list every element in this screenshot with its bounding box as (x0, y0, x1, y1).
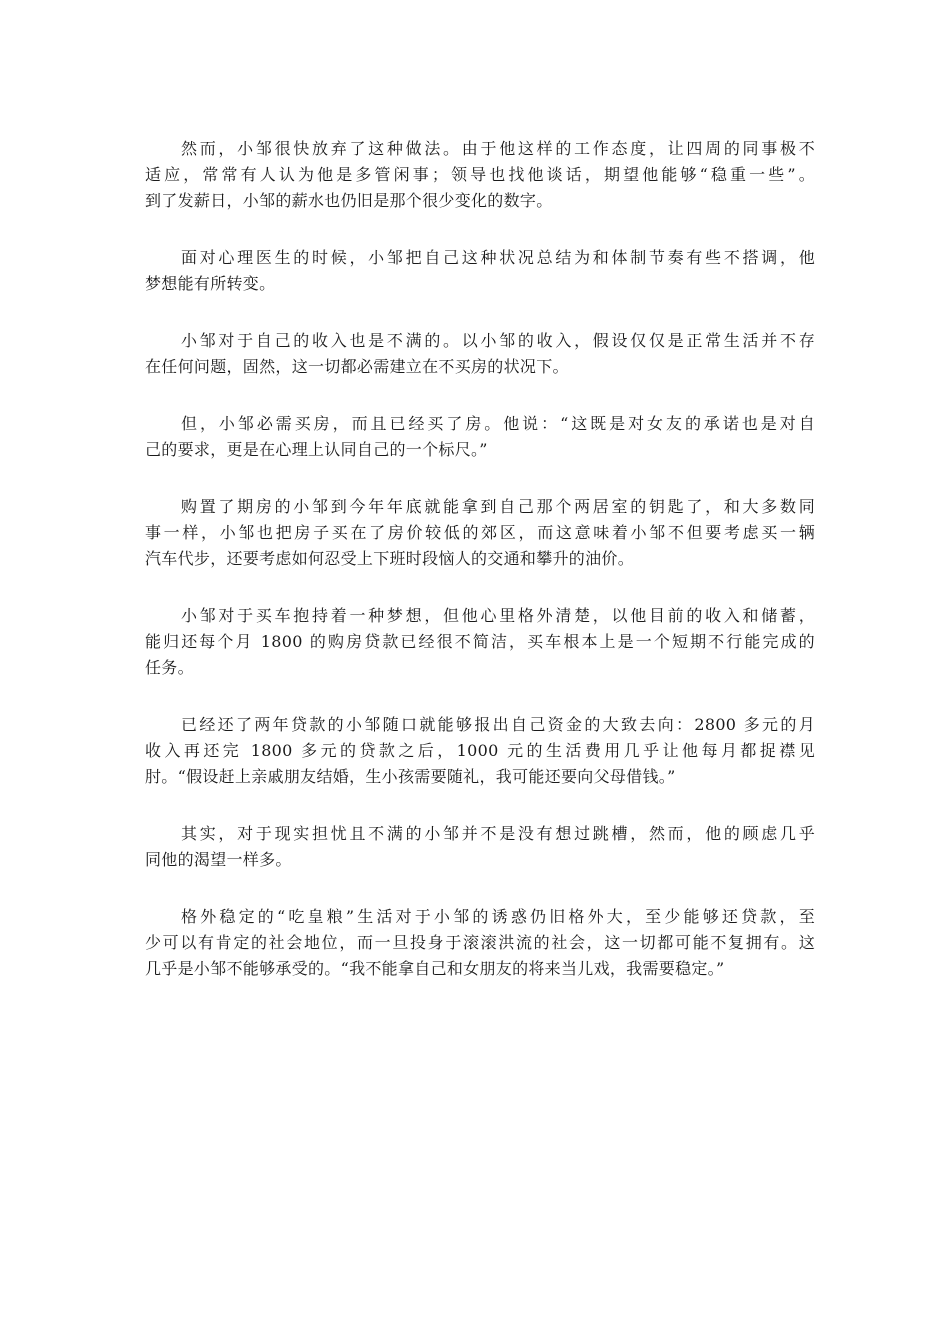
paragraph-1 (145, 136, 815, 214)
text-line: 其实，对于现实担忧且不满的小邹并不是没有想过跳槽，然而，他的顾虑几乎 (181, 824, 815, 843)
paragraph-6 (145, 603, 815, 681)
text-line: 任务。 (145, 658, 194, 677)
text-line: 少可以有肯定的社会地位，而一旦投身于滚滚洪流的社会，这一切都可能不复拥有。这 (145, 933, 815, 952)
text-line: 己的要求，更是在心理上认同自己的一个标尺。” (145, 440, 488, 459)
paragraph-3 (145, 328, 815, 380)
text-line: 然而，小邹很快放弃了这种做法。由于他这样的工作态度，让四周的同事极不 (181, 139, 815, 158)
text-line: 到了发薪日，小邹的薪水也仍旧是那个很少变化的数字。 (145, 191, 553, 210)
text-line: 面对心理医生的时候，小邹把自己这种状况总结为和体制节奏有些不搭调，他 (181, 248, 815, 267)
text-line: 购置了期房的小邹到今年年底就能拿到自己那个两居室的钥匙了，和大多数同 (181, 497, 815, 516)
text-line: 已经还了两年贷款的小邹随口就能够报出自己资金的大致去向：2800 多元的月 (181, 715, 815, 734)
text-line: 梦想能有所转变。 (145, 274, 276, 293)
text-line: 汽车代步，还要考虑如何忍受上下班时段恼人的交通和攀升的油价。 (145, 549, 635, 568)
paragraph-9 (145, 904, 815, 982)
text-line: 小邹对于自己的收入也是不满的。以小邹的收入，假设仅仅是正常生活并不存 (181, 331, 815, 350)
text-line: 适应，常常有人认为他是多管闲事；领导也找他谈话，期望他能够“稳重一些”。 (145, 165, 815, 184)
text-line: 小邹对于买车抱持着一种梦想，但他心里格外清楚，以他目前的收入和储蓄， (181, 606, 815, 625)
text-line: 肘。“假设赶上亲戚朋友结婚，生小孩需要随礼，我可能还要向父母借钱。” (145, 767, 676, 786)
text-line: 格外稳定的“吃皇粮”生活对于小邹的诱惑仍旧格外大，至少能够还贷款，至 (181, 907, 815, 926)
text-line: 在任何问题，固然，这一切都必需建立在不买房的状况下。 (145, 357, 569, 376)
paragraph-8 (145, 821, 815, 873)
paragraph-7 (145, 712, 815, 790)
article-body (145, 136, 815, 1013)
text-line: 能归还每个月 1800 的购房贷款已经很不简洁，买车根本上是一个短期不行能完成的 (145, 632, 815, 651)
paragraph-4 (145, 411, 815, 463)
text-line: 收入再还完 1800 多元的贷款之后，1000 元的生活费用几乎让他每月都捉襟见 (145, 741, 815, 760)
text-line: 事一样，小邹也把房子买在了房价较低的郊区，而这意味着小邹不但要考虑买一辆 (145, 523, 815, 542)
text-line: 几乎是小邹不能够承受的。“我不能拿自己和女朋友的将来当儿戏，我需要稳定。” (145, 959, 725, 978)
paragraph-2 (145, 245, 815, 297)
paragraph-5 (145, 494, 815, 572)
text-line: 但，小邹必需买房，而且已经买了房。他说：“这既是对女友的承诺也是对自 (181, 414, 815, 433)
text-line: 同他的渴望一样多。 (145, 850, 292, 869)
